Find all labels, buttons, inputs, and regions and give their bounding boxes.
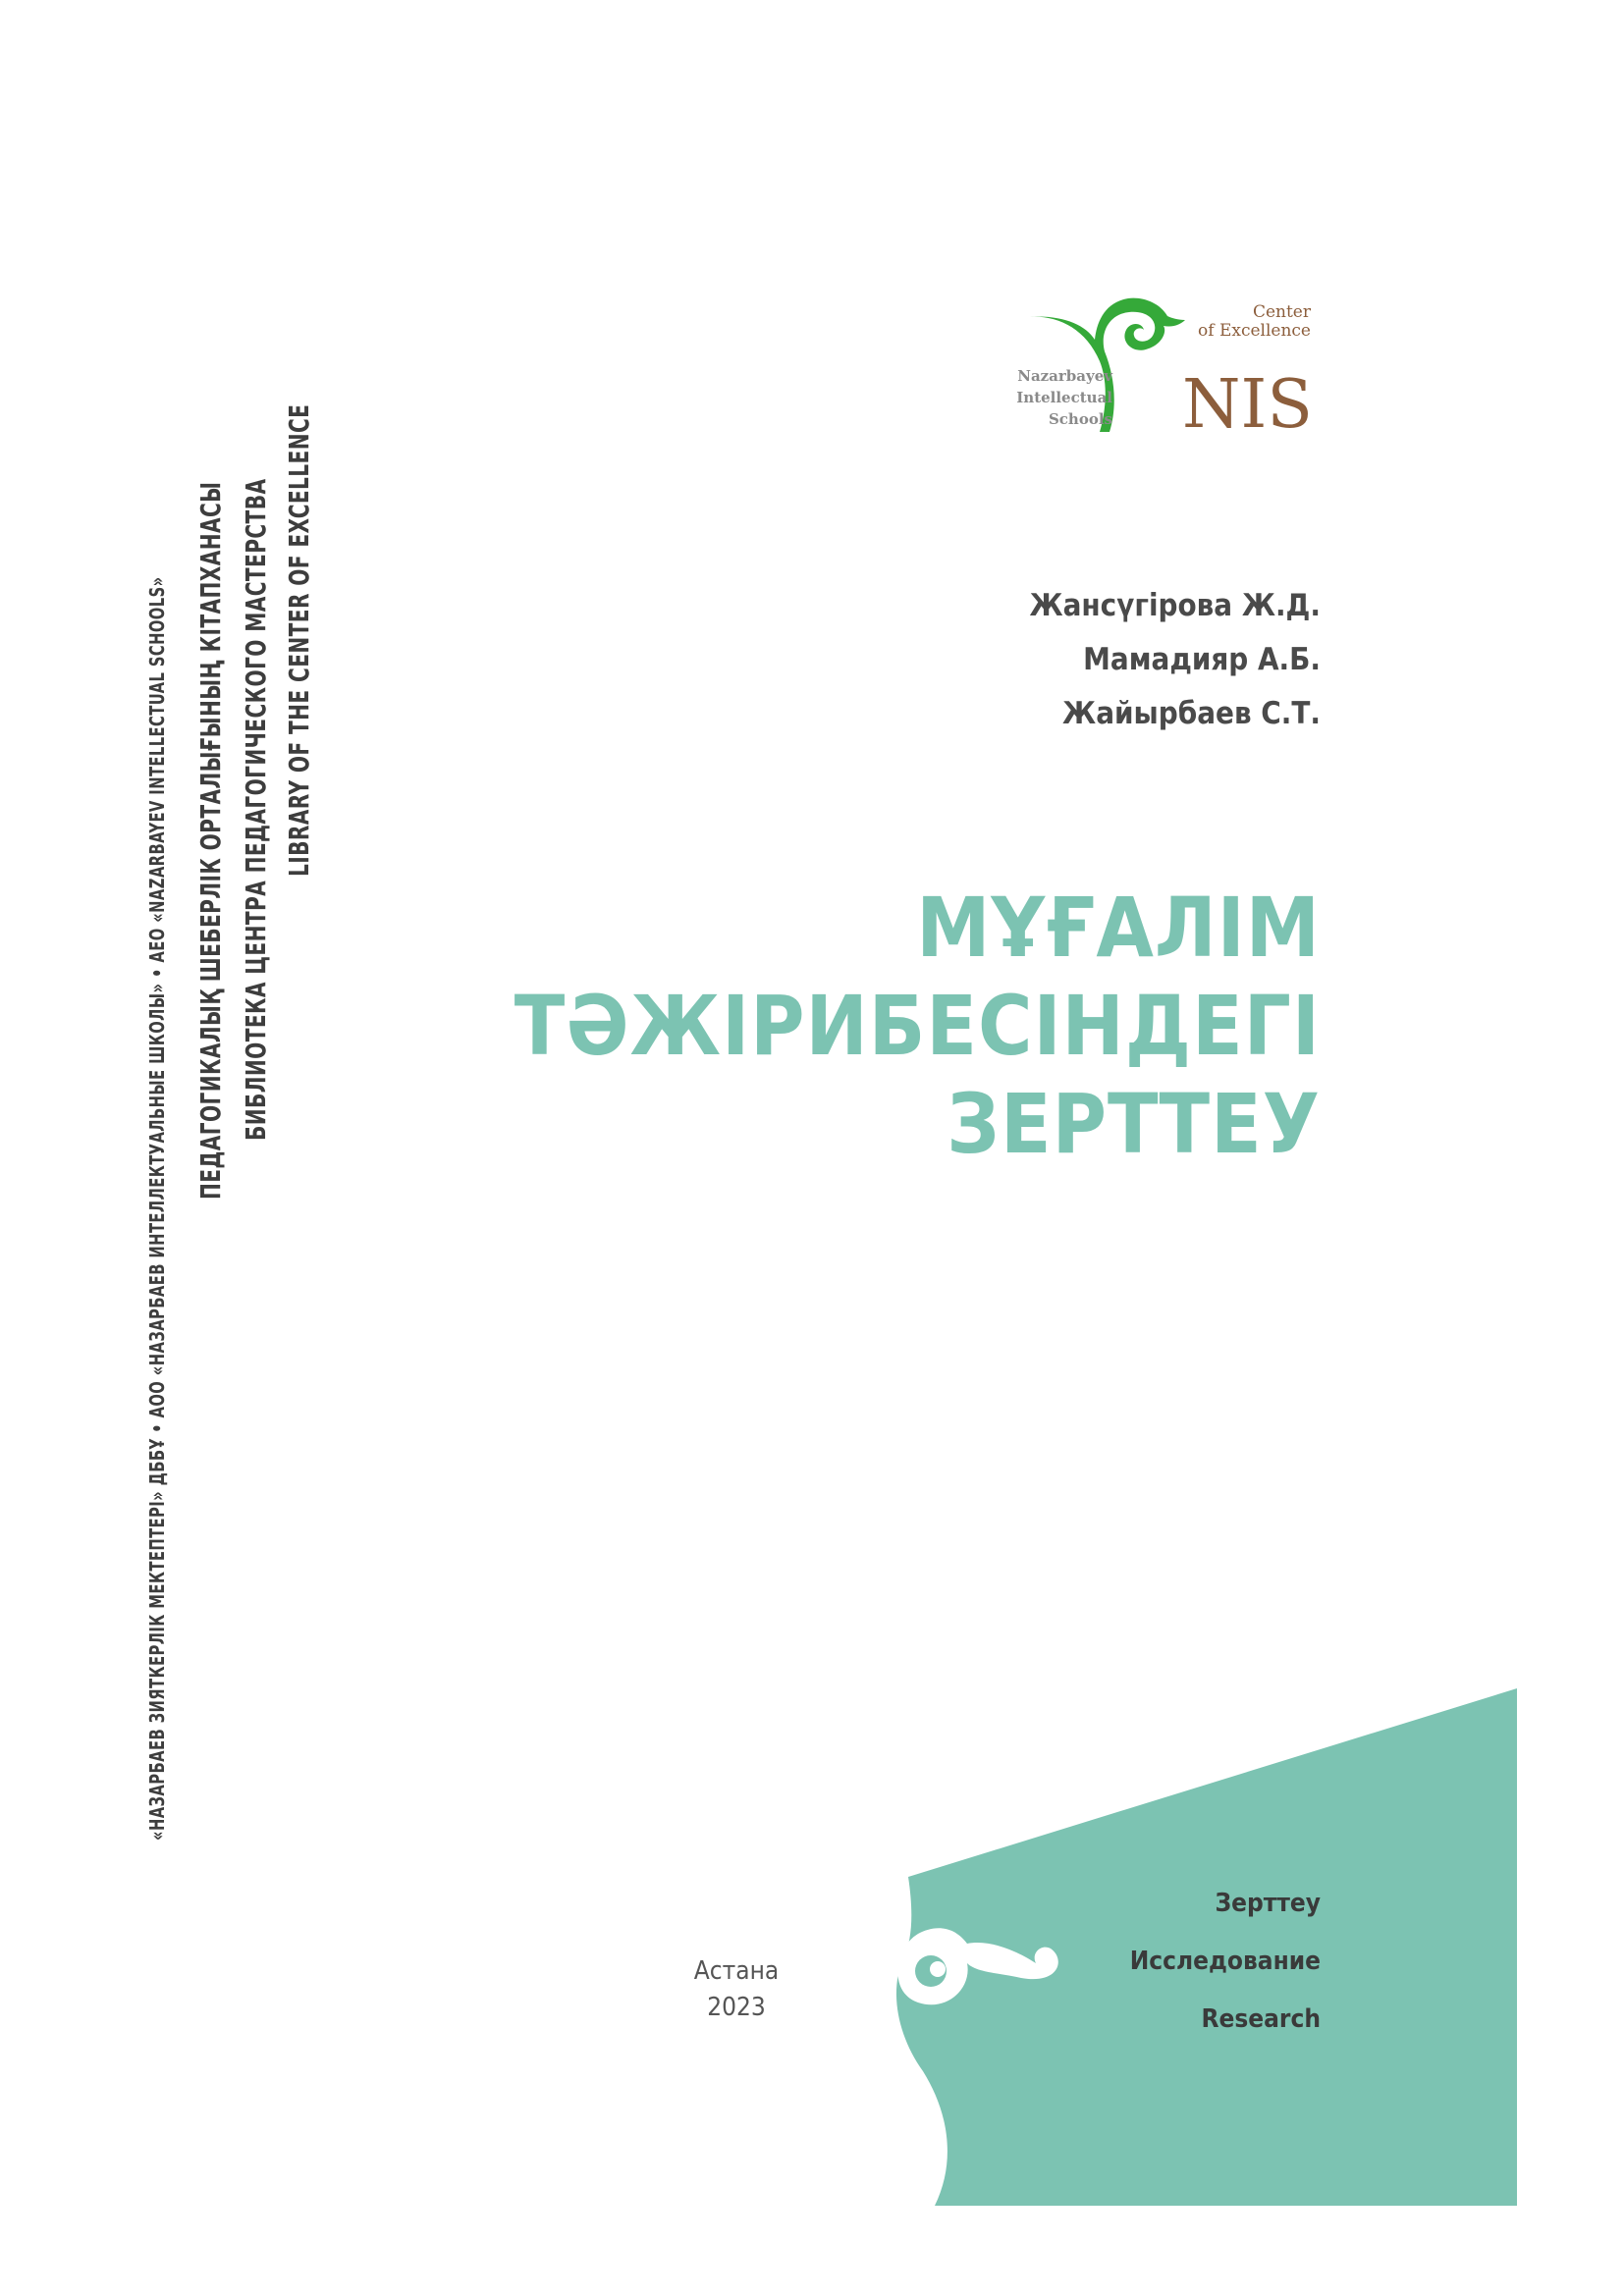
title-line-1: МҰҒАЛІМ xyxy=(916,880,1321,976)
title-line-2: ТӘЖІРИБЕСІНДЕГІ xyxy=(514,978,1321,1074)
series-labels xyxy=(1130,1875,1321,2049)
spine-organization-line: «НАЗАРБАЕВ ЗИЯТКЕРЛІК МЕКТЕПТЕРІ» ДББҰ • АОО «НАЗАРБАЕВ ИНТЕЛЛЕКТУАЛЬНЫЕ ШКОЛЫ» • AEO «NAZARBAYEV INTELLECTUAL SCHOOLS» xyxy=(145,576,169,1841)
series-russian: Исследование xyxy=(1129,1947,1321,1976)
logo-excellence-text: of Excellence xyxy=(1198,321,1311,341)
logo-org-text-2: Intellectual xyxy=(1016,389,1112,406)
publication-place xyxy=(638,1953,835,2026)
logo-center-text: Center xyxy=(1252,302,1311,322)
logo-abbr-text: NIS xyxy=(1182,366,1313,435)
logo-org-text-3: Schools xyxy=(1048,410,1112,428)
spine-library-kazakh: ПЕДАГОГИКАЛЫҚ ШЕБЕРЛІК ОРТАЛЫҒЫНЫҢ КІТАПХАНАСЫ xyxy=(194,481,227,1200)
title-line-3: ЗЕРТТЕУ xyxy=(947,1076,1321,1172)
year: 2023 xyxy=(707,1993,766,2022)
spine-library-russian: БИБЛИОТЕКА ЦЕНТРА ПЕДАГОГИЧЕСКОГО МАСТЕРСТВА xyxy=(240,478,272,1141)
logo-org-text-1: Nazarbayev xyxy=(1017,367,1112,385)
author-2: Мамадияр А.Б. xyxy=(1083,642,1321,677)
city: Астана xyxy=(693,1956,780,1986)
spine-library-english: LIBRARY OF THE CENTER OF EXCELLENCE xyxy=(283,403,315,877)
author-1: Жансүгірова Ж.Д. xyxy=(1029,588,1321,623)
author-3: Жайырбаев С.Т. xyxy=(1062,696,1321,731)
series-english: Research xyxy=(1201,2004,1321,2034)
series-kazakh: Зерттеу xyxy=(1215,1889,1321,1918)
